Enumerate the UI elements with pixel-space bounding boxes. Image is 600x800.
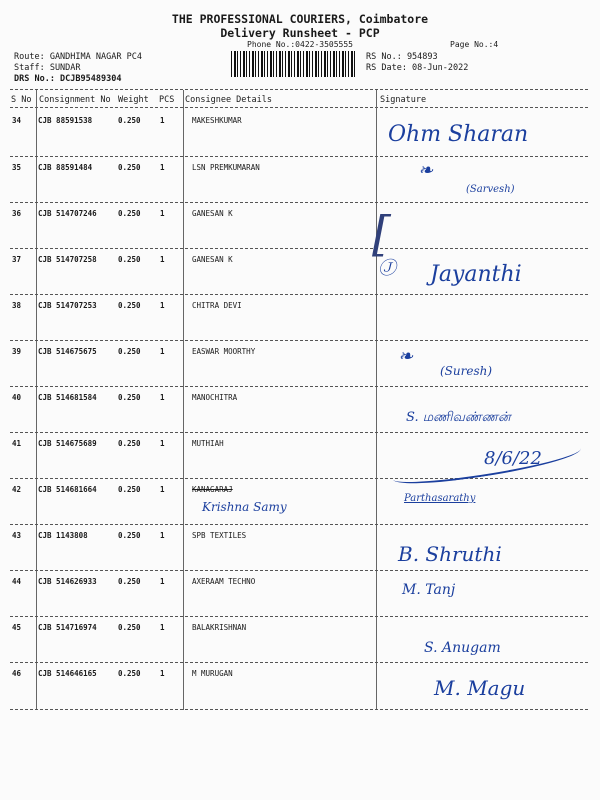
cell-pcs: 1 [160,439,165,448]
col-header-signature: Signature [380,95,427,105]
cell-weight: 0.250 [118,439,141,448]
cell-pcs: 1 [160,255,165,264]
cell-weight: 0.250 [118,163,141,172]
cell-weight: 0.250 [118,393,141,402]
cell-consignee: EASWAR MOORTHY [192,347,256,356]
signature-44: M. Tanj [402,582,456,598]
route: Route: GANDHIMA NAGAR PC4 [14,52,142,62]
signature-41-date: 8/6/22 [484,448,542,469]
table-row [0,571,600,617]
cell-consignee: LSN PREMKUMARAN [192,163,260,172]
cell-sno: 43 [12,531,22,540]
cell-weight: 0.250 [118,485,141,494]
cell-consignee: MAKESHKUMAR [192,116,242,125]
cell-weight: 0.250 [118,116,141,125]
table-row [0,341,600,387]
cell-consignment: CJB 514681664 [38,485,97,494]
cell-pcs: 1 [160,669,165,678]
table-row [0,157,600,203]
col-header-consignee: Consignee Details [185,95,272,105]
rs-number: RS No.: 954893 [366,52,438,62]
signature-37: Jayanthi [430,262,522,287]
cell-consignment: CJB 514707246 [38,209,97,218]
cell-consignment: CJB 514716974 [38,623,97,632]
signature-mark-39: ❧ [398,346,414,367]
cell-sno: 46 [12,669,22,678]
cell-sno: 40 [12,393,22,402]
cell-sno: 38 [12,301,22,310]
cell-consignment: CJB 514707258 [38,255,97,264]
signature-mark-37: Ⓙ [378,258,396,279]
cell-pcs: 1 [160,393,165,402]
cell-sno: 35 [12,163,22,172]
cell-consignee: CHITRA DEVI [192,301,242,310]
cell-sno: 34 [12,116,22,125]
cell-consignment: CJB 1143808 [38,531,88,540]
cell-consignment: CJB 514626933 [38,577,97,586]
table-row [0,203,600,249]
cell-consignee: BALAKRISHNAN [192,623,247,632]
signature-34: Ohm Sharan [388,122,529,147]
cell-weight: 0.250 [118,623,141,632]
cell-pcs: 1 [160,301,165,310]
phone-number: Phone No.:0422-3505555 [247,40,353,49]
cell-pcs: 1 [160,209,165,218]
cell-pcs: 1 [160,347,165,356]
cell-consignee: GANESAN K [192,255,233,264]
cell-sno: 45 [12,623,22,632]
table-row [0,295,600,341]
signature-39: (Suresh) [440,364,493,378]
document-title: Delivery Runsheet - PCP [220,26,380,40]
cell-consignment: CJB 514646165 [38,669,97,678]
table-row [0,479,600,525]
cell-pcs: 1 [160,623,165,632]
signature-mark-35: ❧ [418,160,434,181]
cell-consignment: CJB 514707253 [38,301,97,310]
cell-weight: 0.250 [118,255,141,264]
col-header-sno: S No [11,95,32,105]
rs-date: RS Date: 08-Jun-2022 [366,63,469,73]
cell-weight: 0.250 [118,209,141,218]
cell-weight: 0.250 [118,669,141,678]
cell-weight: 0.250 [118,301,141,310]
cell-pcs: 1 [160,531,165,540]
cell-sno: 36 [12,209,22,218]
cell-pcs: 1 [160,577,165,586]
cell-sno: 41 [12,439,22,448]
cell-pcs: 1 [160,485,165,494]
table-header-divider [10,107,588,108]
cell-consignee: KANAGARAJ [192,485,233,494]
cell-consignee: MUTHIAH [192,439,224,448]
cell-consignee: GANESAN K [192,209,233,218]
cell-consignee: AXERAAM TECHNO [192,577,256,586]
handwritten-correction: Krishna Samy [202,500,287,514]
cell-sno: 44 [12,577,22,586]
bracket-mark: [ [372,206,391,262]
cell-sno: 42 [12,485,22,494]
signature-46: M. Magu [434,676,526,700]
staff: Staff: SUNDAR [14,63,81,73]
cell-sno: 39 [12,347,22,356]
signature-35: (Sarvesh) [466,184,515,195]
cell-consignee: M MURUGAN [192,669,233,678]
cell-consignment: CJB 514675675 [38,347,97,356]
page-number: Page No.:4 [450,40,499,49]
col-header-pcs: PCS [159,95,175,105]
cell-consignee: SPB TEXTILES [192,531,247,540]
cell-sno: 37 [12,255,22,264]
col-header-consignment: Consignment No [39,95,111,105]
cell-weight: 0.250 [118,577,141,586]
drs-number: DRS No.: DCJB95489304 [14,74,122,84]
cell-consignment: CJB 514681584 [38,393,97,402]
cell-consignee: MANOCHITRA [192,393,238,402]
signature-42: Parthasarathy [404,493,476,504]
table-row [0,617,600,663]
signature-40: S. மணிவண்ணன் [406,410,511,425]
table-row [0,525,600,571]
barcode [231,51,357,77]
cell-weight: 0.250 [118,347,141,356]
company-name: THE PROFESSIONAL COURIERS, Coimbatore [171,12,429,26]
signature-45: S. Anugam [424,640,501,656]
cell-consignment: CJB 88591484 [38,163,93,172]
cell-pcs: 1 [160,163,165,172]
signature-43: B. Shruthi [398,542,502,566]
cell-consignment: CJB 88591538 [38,116,93,125]
col-header-weight: Weight [118,95,149,105]
row-divider [10,709,588,710]
table-top-divider [10,89,588,90]
cell-consignment: CJB 514675689 [38,439,97,448]
cell-weight: 0.250 [118,531,141,540]
cell-pcs: 1 [160,116,165,125]
